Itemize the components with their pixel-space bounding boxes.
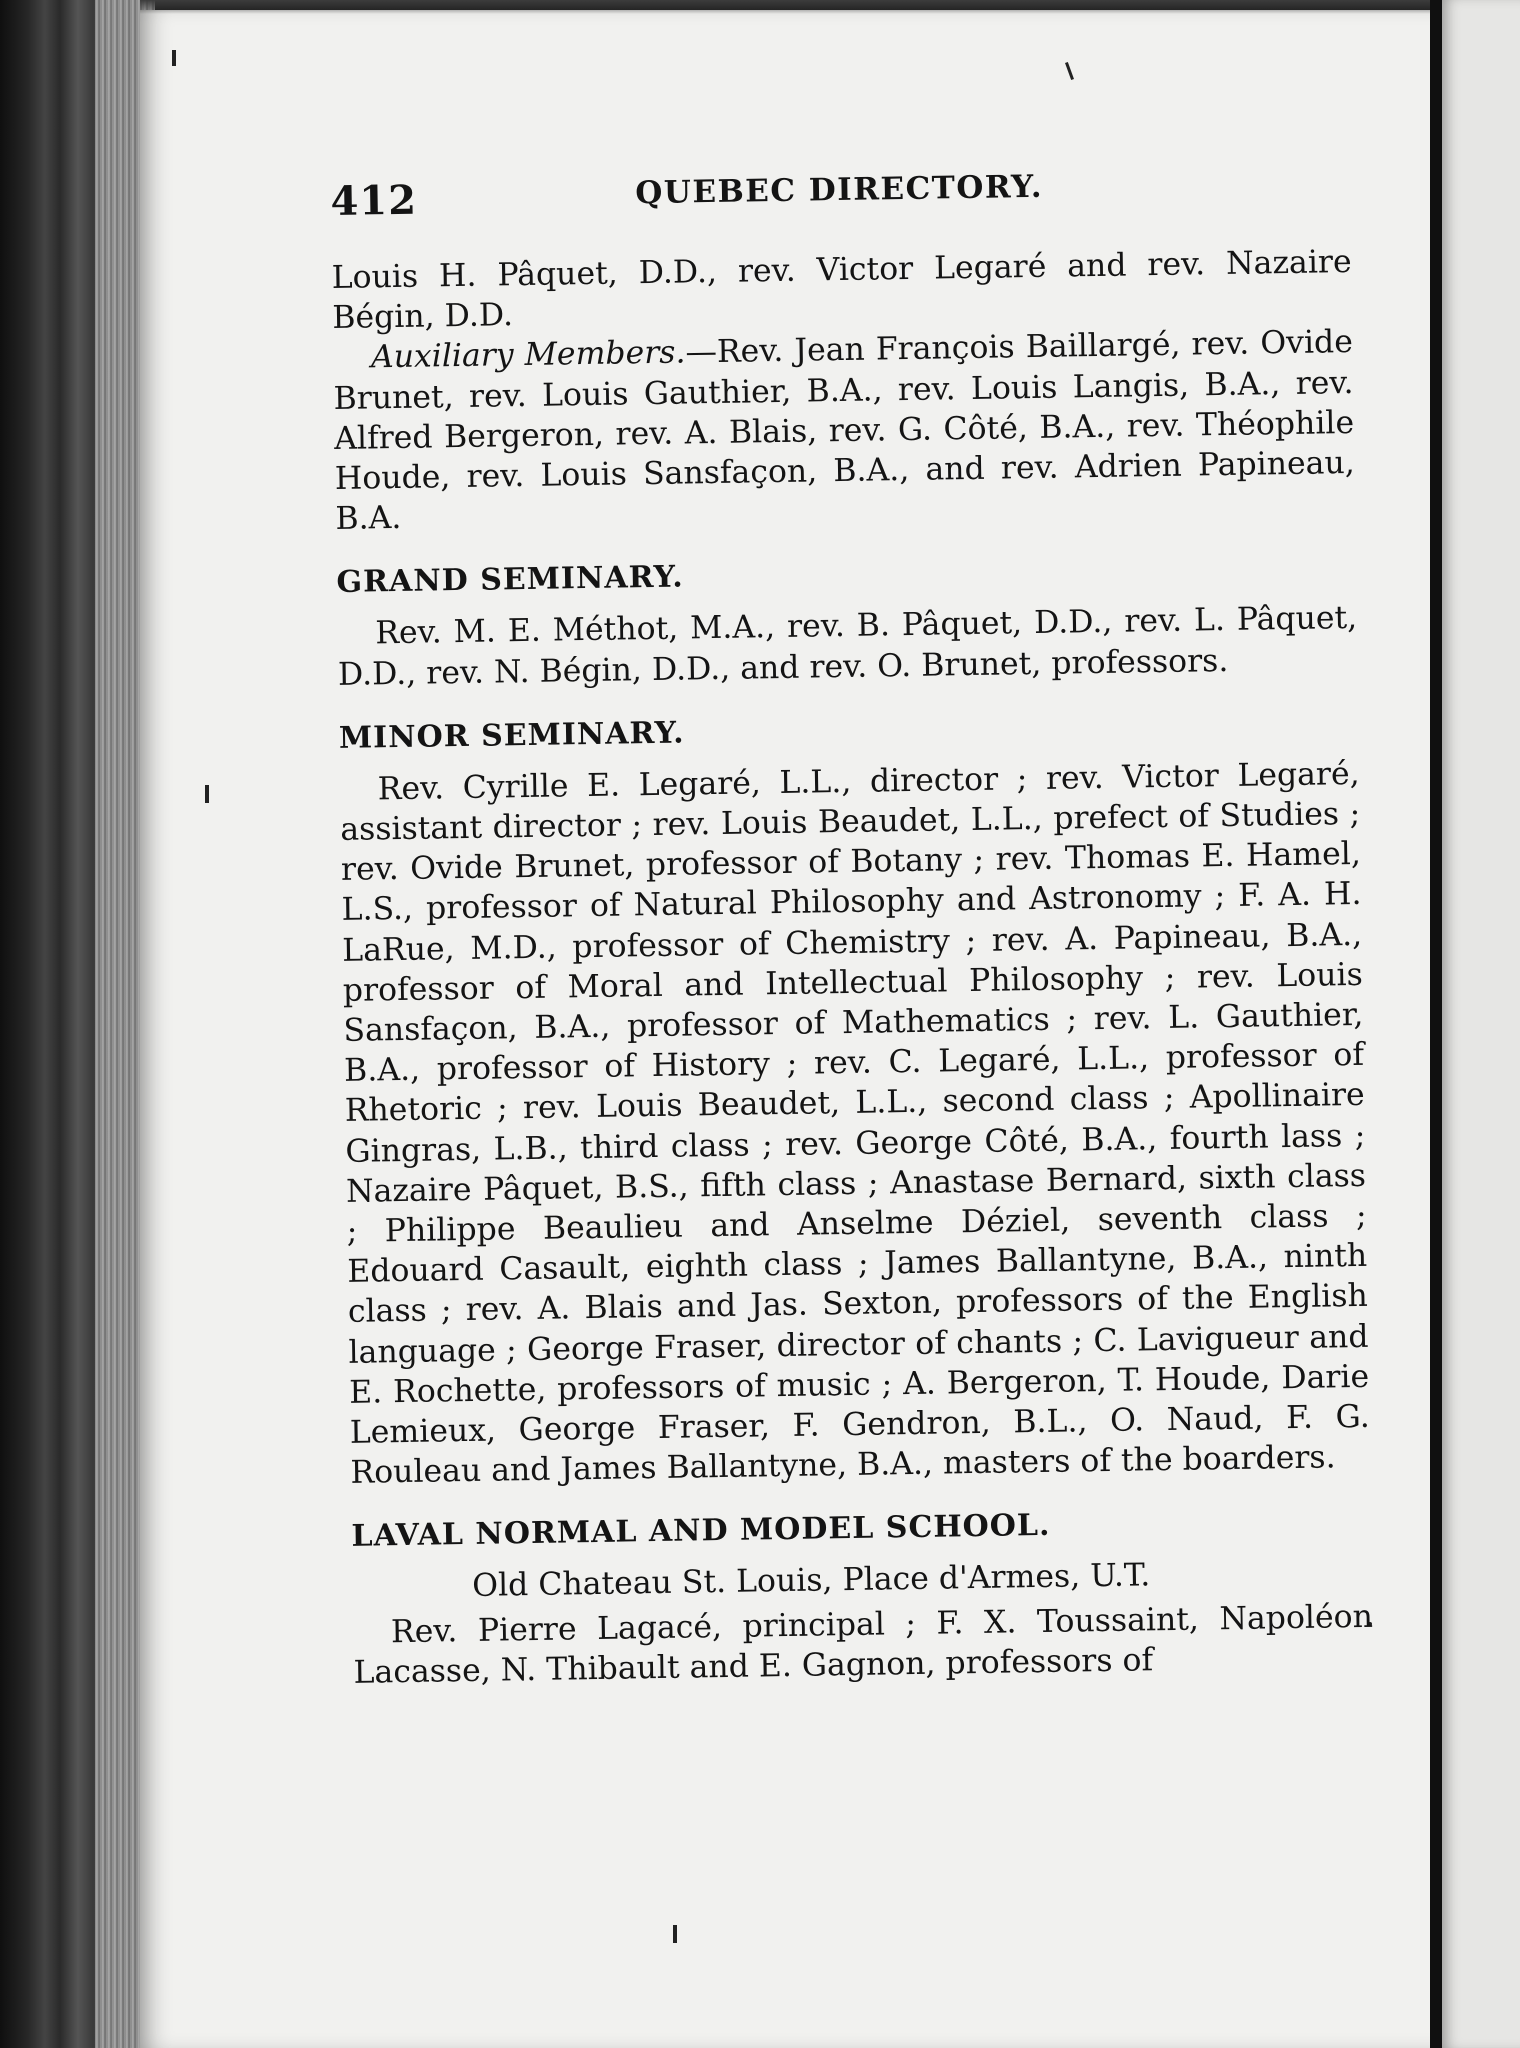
section-body-laval-normal-school: Rev. Pierre Lagacé, principal ; F. X. Toussaint, Napoléon Lacasse, N. Thibault and E. Gagnon, professors of	[353, 1598, 1374, 1691]
opening-paragraph: Louis H. Pâquet, D.D., rev. Victor Legaré and rev. Nazaire Bégin, D.D.	[331, 243, 1352, 337]
page-number: 412	[330, 176, 418, 225]
ink-speck	[172, 50, 176, 66]
page-content	[330, 154, 1374, 1693]
page-title: QUEBEC DIRECTORY.	[635, 168, 1044, 212]
ink-speck	[205, 785, 209, 803]
section-address-laval-normal-school: Old Chateau St. Louis, Place d'Armes, U.T.	[471, 1557, 1151, 1605]
gutter-gap	[1430, 0, 1442, 2048]
section-body-grand-seminary: Rev. M. E. Méthot, M.A., rev. B. Pâquet, D.D., rev. L. Pâquet, D.D., rev. N. Bégin, D.D., and rev. O. Brunet, professors.	[337, 600, 1358, 693]
ink-speck	[673, 1925, 677, 1943]
auxiliary-members-paragraph	[333, 322, 1356, 539]
section-body-minor-seminary: Rev. Cyrille E. Legaré, L.L., director ; rev. Victor Legaré, assistant director ; rev. Louis Beaudet, L.L., prefect of Studies ; rev. Ovide Brunet, professor of Botany ; rev. Thomas E. Hamel, L.S., professor of Natural Philosophy and Astronomy ; F. A. H. LaRue, M.D., professor of Chemistry ; rev. A. Papineau, B.A., professor of Moral and Intellectual Philosophy ; rev. Louis Sansfaçon, B.A., professor of Mathematics ; rev. L. Gauthier, B.A., professor of History ; rev. C. Legaré, L.L., professor of Rhetoric ; rev. Louis Beaudet, L.L., second class ; Apollinaire Gingras, L.B., third class ; rev. George Côté, B.A., fourth lass ; Nazaire Pâquet, B.S., fifth class ; Anastase Bernard, sixth class ; Philippe Beaulieu and Anselme Déziel, seventh class ; Edouard Casault, eighth class ; James Ballantyne, B.A., ninth class ; rev. A. Blais and Jas. Sexton, professors of the English language ; George Fraser, director of chants ; C. Lavigueur and E. Rochette, professors of music ; A. Bergeron, T. Houde, Darie Lemieux, George Fraser, F. Gendron, B.L., O. Naud, F. G. Rouleau and James Ballantyne, B.A., masters of the boarders.	[340, 755, 1370, 1492]
section-title-minor-seminary: MINOR SEMINARY.	[338, 715, 685, 756]
running-head	[330, 154, 1351, 240]
section-title-grand-seminary: GRAND SEMINARY.	[336, 559, 684, 601]
section-title-laval-normal-school: LAVAL NORMAL AND MODEL SCHOOL.	[351, 1508, 1051, 1555]
auxiliary-members-lead: Auxiliary Members.	[370, 334, 686, 376]
top-shadow	[140, 0, 1430, 14]
adjacent-page-edge	[1442, 0, 1520, 2048]
auxiliary-members-text: —Rev. Jean François Baillargé, rev. Ovide Brunet, rev. Louis Gauthier, B.A., rev. Louis Langis, B.A., rev. Alfred Bergeron, rev. A. Blais, rev. G. Côté, B.A., rev. Théophile Houde, rev. Louis Sansfaçon, B.A., and rev. Adrien Papineau, B.A.	[333, 324, 1356, 538]
